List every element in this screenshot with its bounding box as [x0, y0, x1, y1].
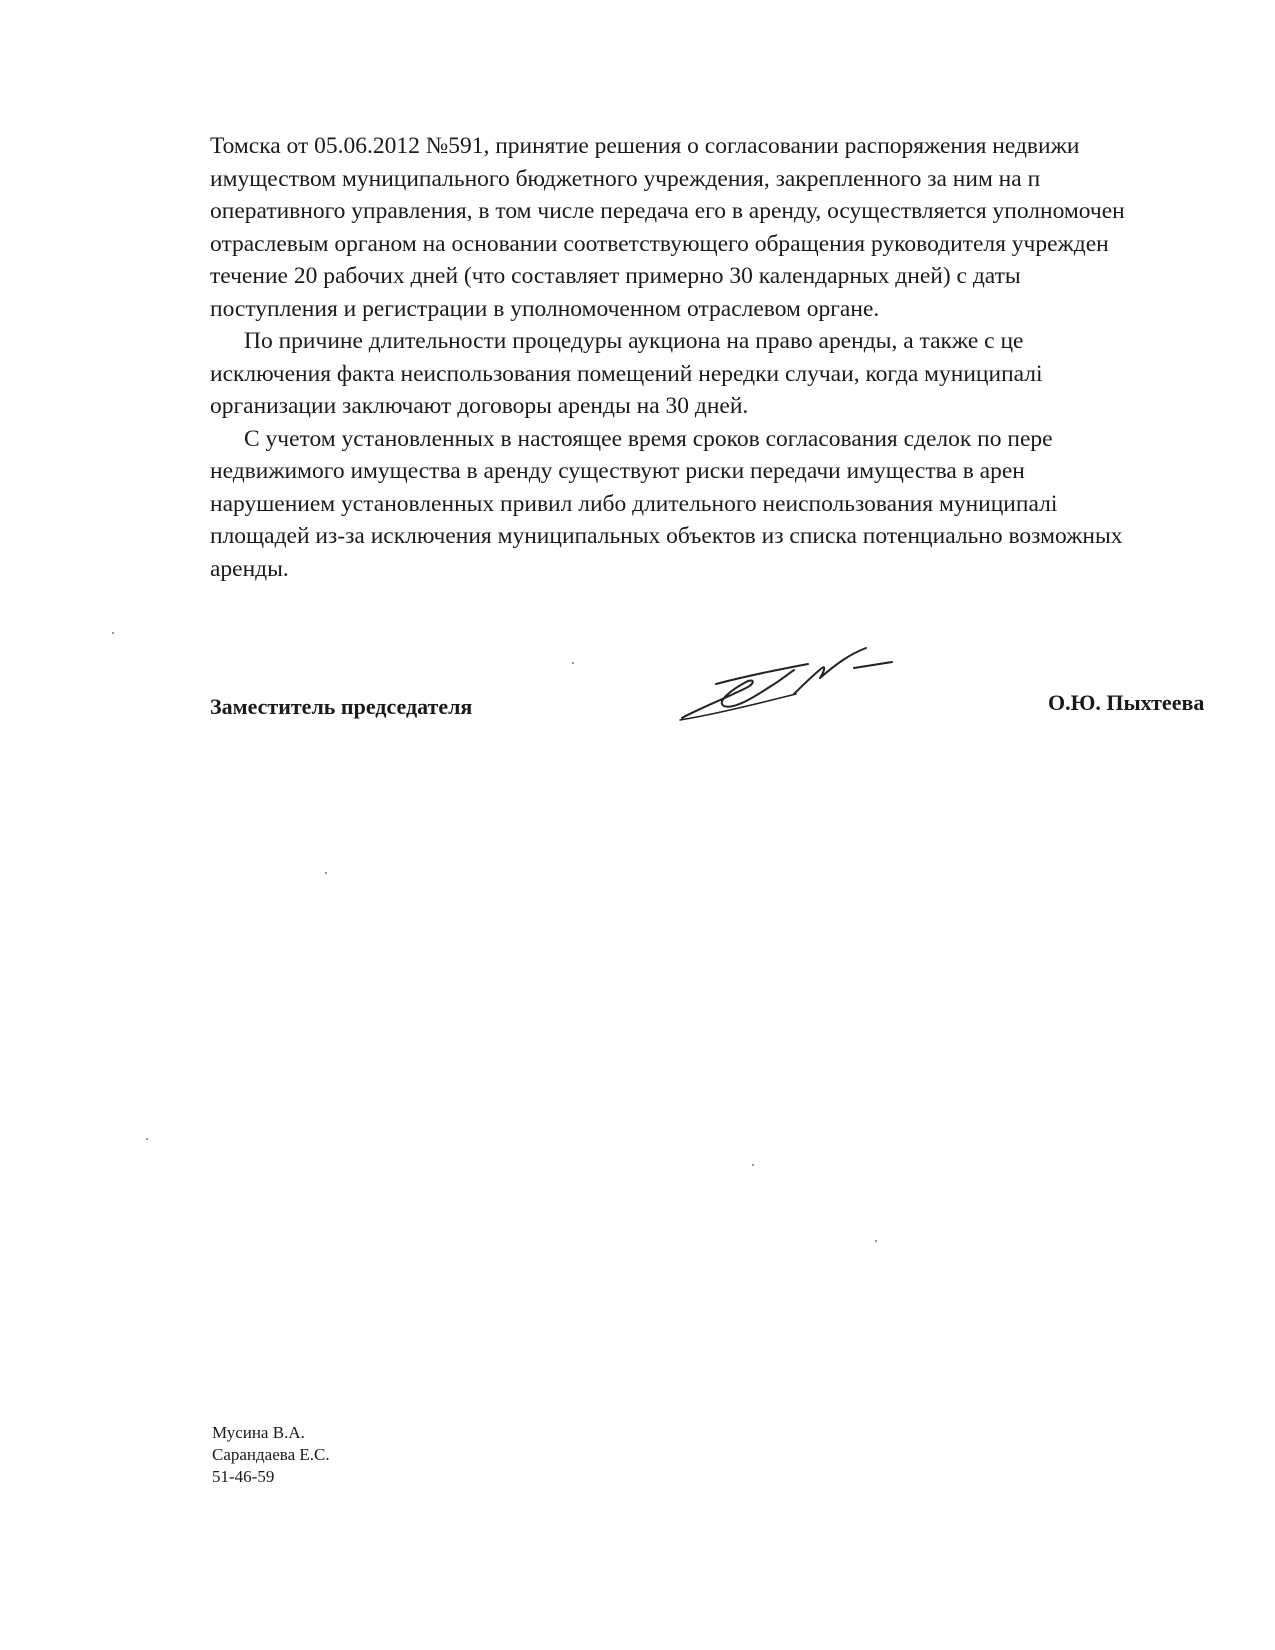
text-line: нарушением установленных привил либо длительного неиспользования муниципалі — [210, 490, 1058, 517]
text-line: поступления и регистрации в уполномоченном отраслевом органе. — [210, 295, 880, 322]
executor-info — [212, 1422, 330, 1488]
text-line: оперативного управления, в том числе передача его в аренду, осуществляется уполномочен — [210, 198, 1125, 224]
document-body — [210, 130, 1275, 585]
paragraph-2 — [210, 325, 1275, 423]
executor-line: Сарандаева Е.С. — [212, 1445, 330, 1464]
text-line: аренды. — [210, 555, 289, 582]
scan-speck — [875, 1240, 877, 1242]
signatory-name: О.Ю. Пыхтеева — [1048, 690, 1205, 715]
scan-speck — [572, 662, 574, 664]
scan-speck — [112, 632, 114, 634]
executor-line: Мусина В.А. — [212, 1423, 305, 1442]
handwritten-signature — [676, 640, 906, 730]
paragraph-1 — [210, 130, 1275, 325]
paragraph-3 — [210, 423, 1275, 586]
text-line: течение 20 рабочих дней (что составляет примерно 30 календарных дней) с даты — [210, 263, 1021, 289]
text-line: По причине длительности процедуры аукциона на право аренды, а также с це — [244, 328, 1024, 354]
text-line: недвижимого имущества в аренду существуют риски передачи имущества в арен — [210, 458, 1025, 484]
signatory-title: Заместитель председателя — [210, 694, 473, 719]
scan-speck — [752, 1164, 754, 1166]
executor-phone: 51-46-59 — [212, 1467, 275, 1486]
text-line: исключения факта неиспользования помещений нередки случаи, когда муниципалі — [210, 360, 1043, 387]
text-line: площадей из-за исключения муниципальных объектов из списка потенциально возможных — [210, 523, 1123, 549]
text-line: Томска от 05.06.2012 №591, принятие решения о согласовании распоряжения недвижи — [210, 133, 1080, 159]
text-line: организации заключают договоры аренды на 30 дней. — [210, 393, 749, 419]
scan-speck — [325, 872, 327, 874]
text-line: С учетом установленных в настоящее время сроков согласования сделок по пере — [244, 425, 1053, 452]
text-line: отраслевым органом на основании соответствующего обращения руководителя учрежден — [210, 230, 1109, 257]
scan-speck — [146, 1138, 148, 1140]
text-line: имуществом муниципального бюджетного учреждения, закрепленного за ним на п — [210, 165, 1041, 192]
